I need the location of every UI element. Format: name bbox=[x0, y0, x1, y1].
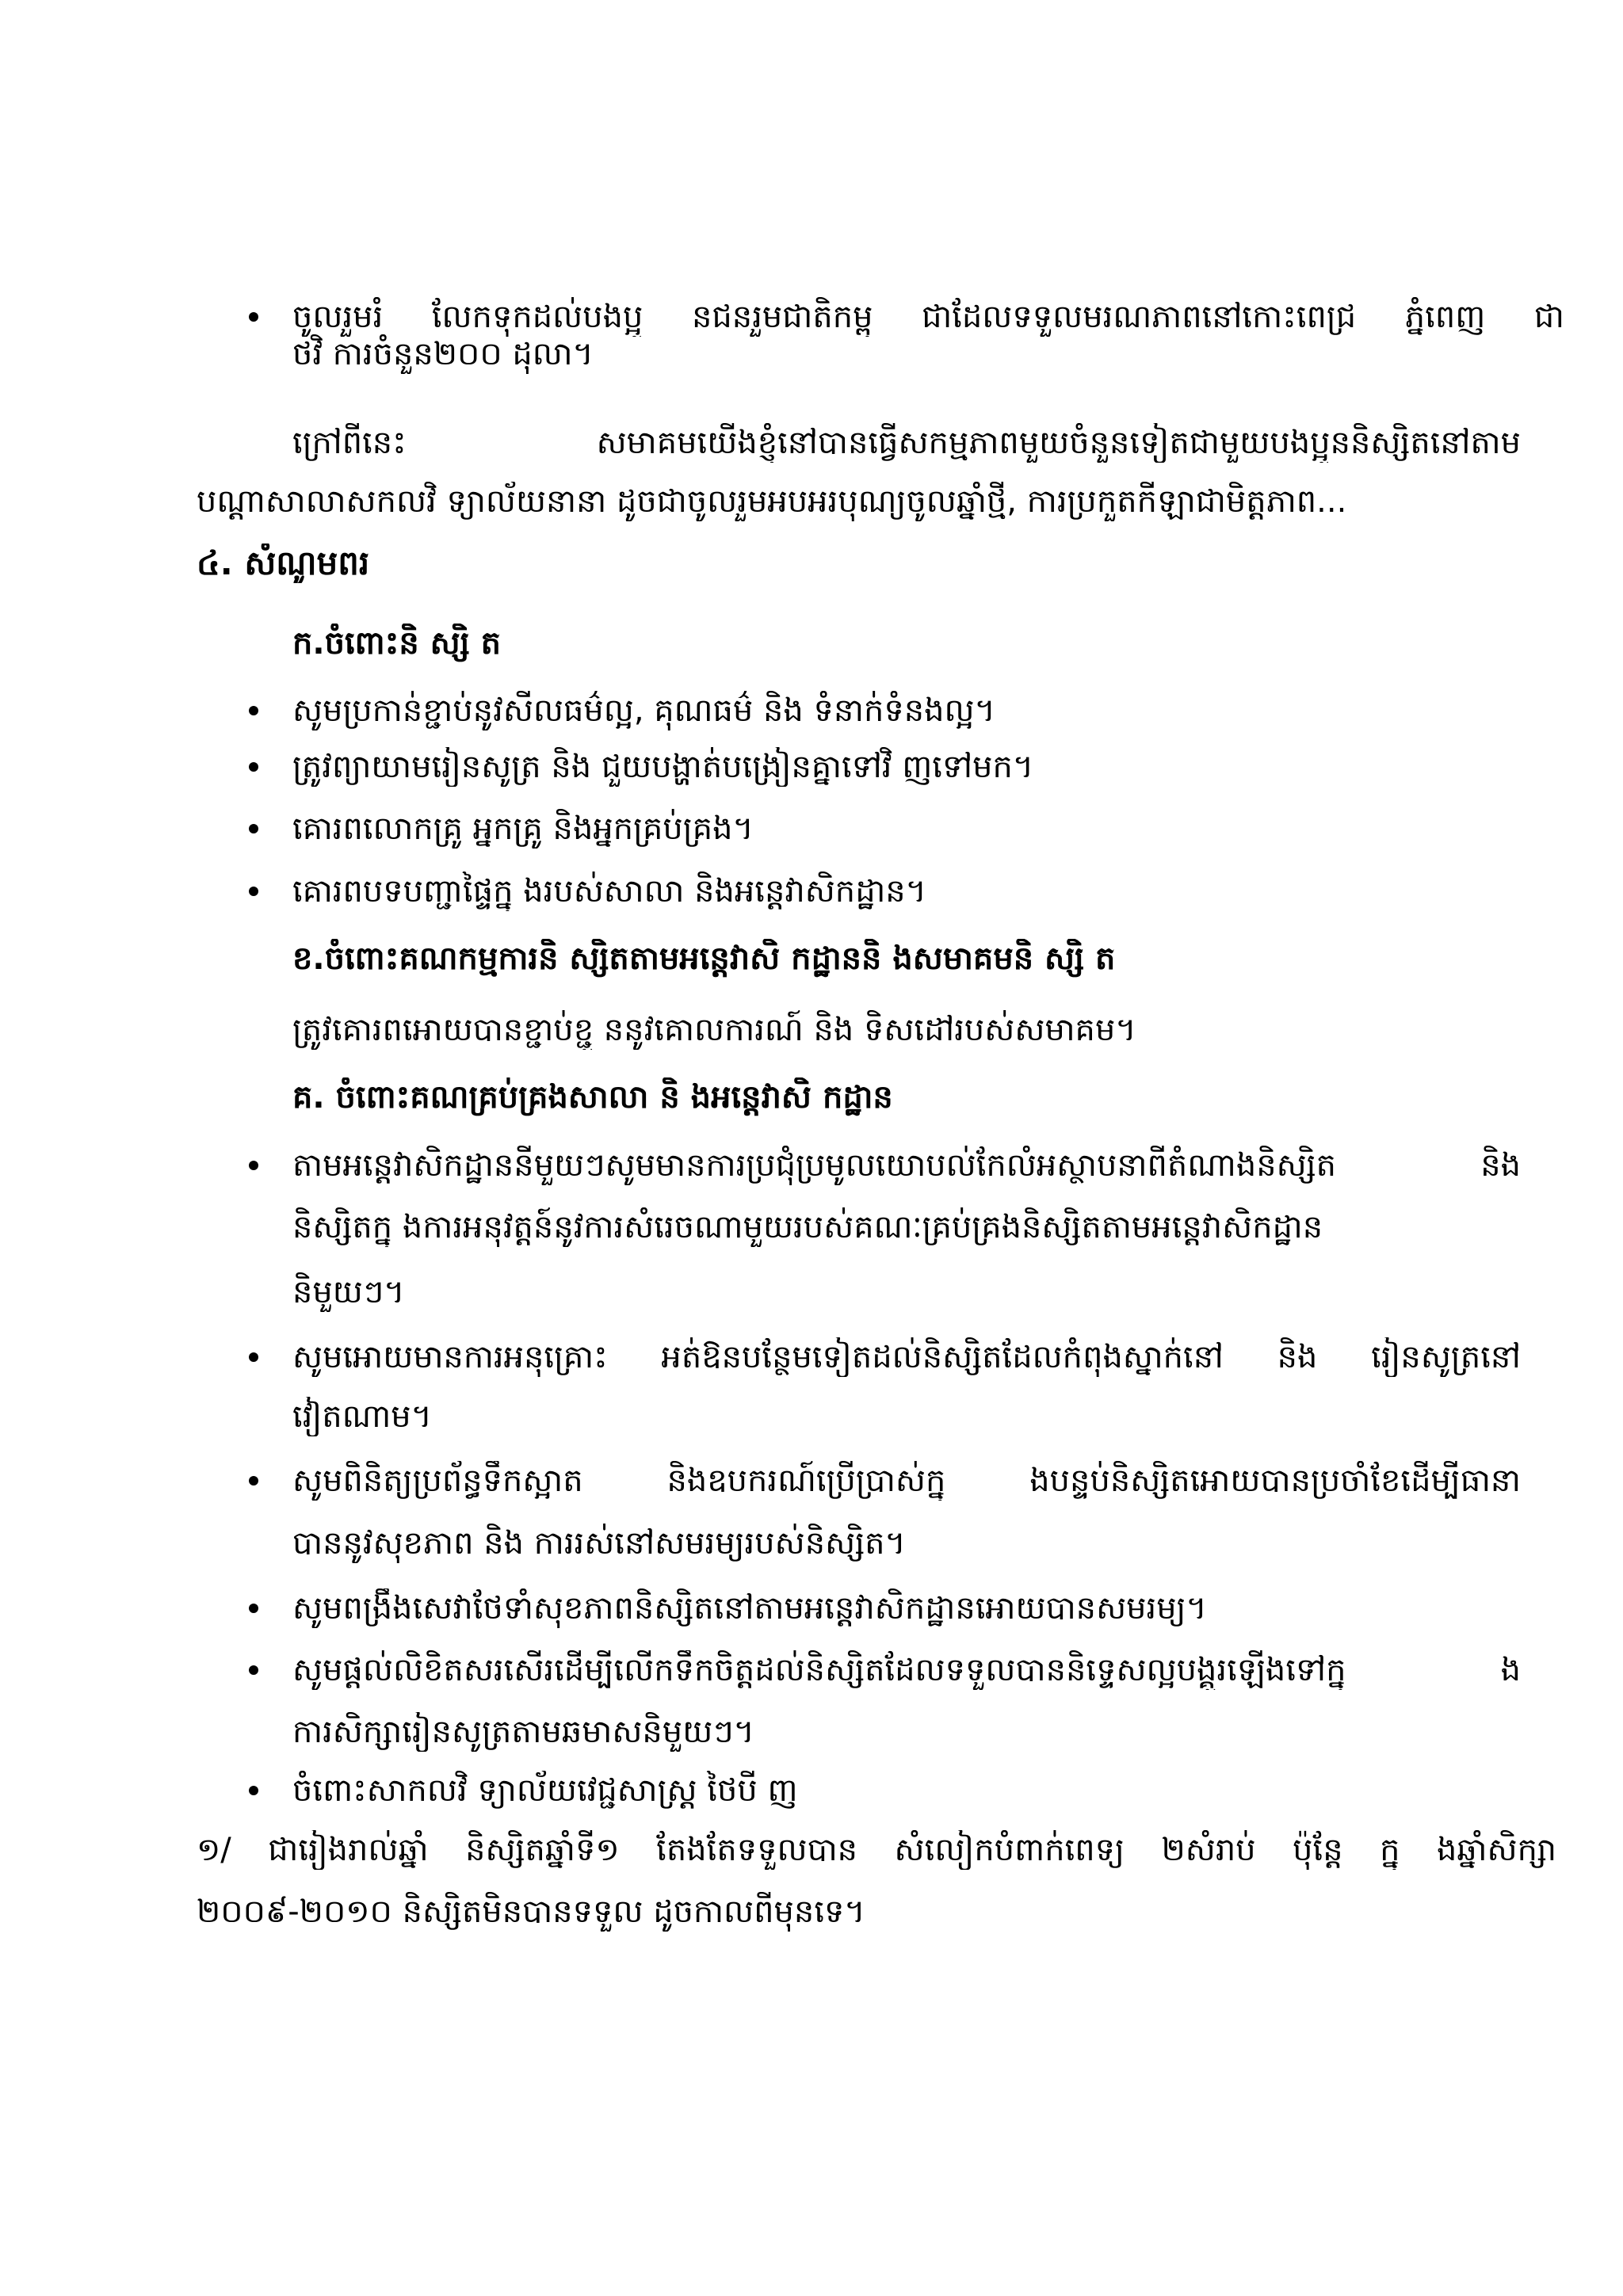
bullet-icon bbox=[249, 1786, 258, 1795]
list-item-line: វៀតណាម។ bbox=[292, 1398, 432, 1435]
intro-bullet-line-2: ថវិ ការចំនួន២០០ ដុលា។ bbox=[292, 336, 594, 372]
bullet-icon bbox=[249, 762, 258, 772]
subsection-heading-c: គ. ចំពោះគណគ្រប់គ្រងសាលា និ ងអន្តេវាសិ កដ្ឋាន bbox=[292, 1079, 893, 1116]
bullet-icon bbox=[249, 887, 258, 896]
subsection-b-text: ត្រូវគោរពអោយបានខ្ជាប់ខ្ជួ ននូវគោលការណ៍ និង ទិសដៅរបស់សមាគម។ bbox=[292, 1012, 1136, 1048]
list-item: សូមប្រកាន់ខ្ជាប់នូវសីលធម៌ល្អ, គុណធម៌ និង ទំនាក់ទំនងល្អ។ bbox=[292, 692, 995, 729]
closing-paragraph-line-1: ១/ ជារៀងរាល់ឆ្នាំ និស្សិតឆ្នាំទី១ តែងតែទទួលបាន សំលៀកបំពាក់ពេទ្យ ២សំរាប់ ប៉ុន្តែ ក្នុ ងឆ្នាំសិក្សា bbox=[197, 1832, 1556, 1868]
bullet-icon bbox=[249, 312, 258, 322]
list-item: ត្រូវព្យាយាមរៀនសូត្រ និង ជួយបង្ហាត់បង្រៀនគ្នាទៅវិ ញទៅមក។ bbox=[292, 749, 1034, 785]
list-item-line: និមួយៗ។ bbox=[292, 1274, 405, 1310]
list-item: គោរពបទបញ្ជាផ្ទៃក្នុ ងរបស់សាលា និងអន្តេវាសិកដ្ឋាន។ bbox=[292, 873, 927, 910]
bullet-icon bbox=[249, 1352, 258, 1362]
list-item-line: សូមពង្រឹងសេវាថែទាំសុខភាពនិស្សិតនៅតាមអន្តេវាសិកដ្ឋានអោយបានសមរម្យ។ bbox=[292, 1590, 1207, 1627]
activities-paragraph-line-2: បណ្ដាសាលាសកលវិ ទ្យាល័យនានា ដូចជាចូលរួមអបអរបុណ្យចូលឆ្នាំថ្មី, ការប្រកួតកីឡាជាមិត្តភាព... bbox=[197, 483, 1347, 520]
list-item-line: ចំពោះសាកលវិ ទ្យាល័យវេជ្ជសាស្ត្រ ថៃបី ញ bbox=[292, 1772, 798, 1809]
bullet-icon bbox=[249, 1161, 258, 1170]
bullet-icon bbox=[249, 1665, 258, 1675]
subsection-heading-b: ខ.ចំពោះគណកម្មការនិ ស្សិតតាមអន្តេវាសិ កដ្ឋាននិ ងសមាគមនិ ស្សិ ត bbox=[292, 940, 1116, 977]
bullet-icon bbox=[249, 824, 258, 833]
list-item-line: និស្សិតក្នុ ងការអនុវត្តន៍នូវការសំរេចណាមួយរបស់គណៈគ្រប់គ្រងនិស្សិតតាមអន្តេវាសិកដ្ឋាន bbox=[292, 1209, 1323, 1245]
list-item-line: សូមផ្ដល់លិខិតសរសើរដើម្បីលើកទឹកចិត្តដល់និស្សិតដែលទទួលបាននិទ្ទេសល្អបង្គួរឡើងទៅក្នុ ង bbox=[292, 1652, 1521, 1688]
bullet-icon bbox=[249, 706, 258, 715]
list-item: គោរពលោកគ្រូ អ្នកគ្រូ និងអ្នកគ្រប់គ្រង។ bbox=[292, 810, 754, 847]
list-item-line: សូមអោយមានការអនុគ្រោះ អត់ឱនបន្ថែមទៀតដល់និស្សិតដែលកំពុងស្នាក់នៅ និង រៀនសូត្រនៅ bbox=[292, 1339, 1521, 1375]
bullet-icon bbox=[249, 1476, 258, 1486]
activities-paragraph-line-1: ក្រៅពីនេះ សមាគមយើងខ្ញុំនៅបានធ្វើសកម្មភាពមួយចំនួនទៀតជាមួយបងប្អូននិស្សិតនៅតាម bbox=[292, 425, 1521, 461]
section-heading: ៤. សំណូមពរ bbox=[197, 543, 370, 582]
list-item-line: សូមពិនិត្យប្រព័ន្ធទឹកស្អាត និងឧបករណ៍ប្រើប្រាស់ក្នុ ងបន្ទប់និស្សិតអោយបានប្រចាំខែដើម្បីធានា bbox=[292, 1463, 1521, 1499]
closing-paragraph-line-2: ២០០៩-២០១០ និស្សិតមិនបានទទួល ដូចកាលពីមុនទេ។ bbox=[197, 1894, 865, 1930]
list-item-line: តាមអន្តេវាសិកដ្ឋាននីមួយៗសូមមានការប្រជុំប្រមូលយោបល់កែលំអស្ថាបនាពីតំណាងនិស្សិត និង bbox=[292, 1147, 1521, 1184]
intro-bullet-line-1: ចូលរួមរំ លែកទុកដល់បងប្អូ នជនរួមជាតិកម្ពុ ជាដែលទទួលមរណភាពនៅកោះពេជ្រ ភ្នំពេញ ជា bbox=[292, 299, 1564, 335]
list-item-line: ការសិក្សារៀនសូត្រតាមឆមាសនិមួយៗ។ bbox=[292, 1714, 755, 1750]
bullet-icon bbox=[249, 1604, 258, 1613]
list-item-line: បាននូវសុខភាព និង ការរស់នៅសមរម្យរបស់និស្សិត។ bbox=[292, 1525, 906, 1562]
subsection-heading-a: ក.ចំពោះនិ ស្សិ ត bbox=[292, 625, 501, 662]
